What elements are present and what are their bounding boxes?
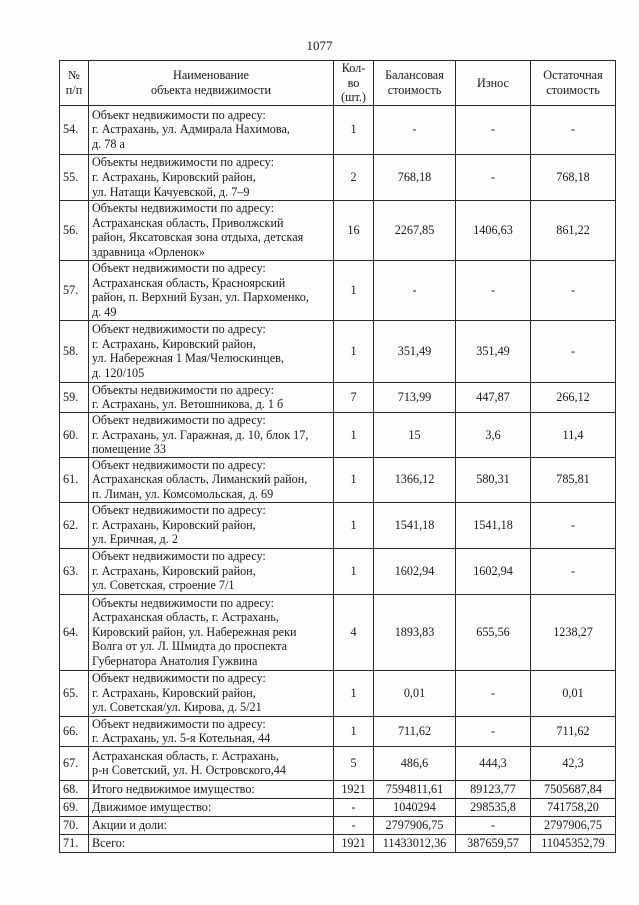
header-wear: Износ	[456, 61, 531, 106]
table-row	[60, 260, 616, 320]
row-residual: 1238,27	[531, 594, 616, 670]
row-balance: 15	[374, 412, 456, 457]
table-row	[60, 780, 616, 798]
row-number: 63.	[60, 548, 89, 594]
row-number: 71.	[60, 834, 89, 852]
row-qty: 1	[334, 716, 374, 746]
table-row	[60, 320, 616, 382]
row-name: Акции и доли:	[89, 816, 334, 834]
table-row	[60, 502, 616, 548]
row-qty: 5	[334, 746, 374, 780]
row-balance: 486,6	[374, 746, 456, 780]
row-number: 57.	[60, 260, 89, 320]
row-number: 70.	[60, 816, 89, 834]
table-row	[60, 200, 616, 260]
row-balance: -	[374, 260, 456, 320]
row-balance: 0,01	[374, 670, 456, 716]
row-qty: 7	[334, 382, 374, 412]
row-number: 67.	[60, 746, 89, 780]
row-balance: 351,49	[374, 320, 456, 382]
row-number: 65.	[60, 670, 89, 716]
row-wear: 447,87	[456, 382, 531, 412]
row-qty: 1	[334, 457, 374, 502]
row-balance: 7594811,61	[374, 780, 456, 798]
row-balance: 713,99	[374, 382, 456, 412]
table-row	[60, 798, 616, 816]
row-name: Объект недвижимости по адресу: г. Астрахань, Кировский район, ул. Советская/ул. Кирова, д. 5/21	[89, 670, 334, 716]
header-qty: Кол- во (шт.)	[334, 61, 374, 106]
row-residual: 2797906,75	[531, 816, 616, 834]
row-number: 64.	[60, 594, 89, 670]
header-name: Наименование объекта недвижимости	[89, 61, 334, 106]
row-wear: -	[456, 154, 531, 200]
row-number: 69.	[60, 798, 89, 816]
table-row	[60, 834, 616, 852]
row-name: Объекты недвижимости по адресу: Астраханская область, г. Астрахань, Кировский район, ул. Набережная реки Волга от ул. Л. Шмидта до проспекта Губернатора Анатолия Гужвина	[89, 594, 334, 670]
table-row	[60, 412, 616, 457]
row-wear: 1406,63	[456, 200, 531, 260]
row-wear: 3,6	[456, 412, 531, 457]
row-qty: 1921	[334, 834, 374, 852]
row-wear: 1541,18	[456, 502, 531, 548]
row-number: 59.	[60, 382, 89, 412]
row-number: 55.	[60, 154, 89, 200]
row-residual: -	[531, 105, 616, 154]
row-wear: 89123,77	[456, 780, 531, 798]
row-residual: 11045352,79	[531, 834, 616, 852]
table-row	[60, 548, 616, 594]
row-number: 68.	[60, 780, 89, 798]
table-row	[60, 594, 616, 670]
row-number: 61.	[60, 457, 89, 502]
row-number: 58.	[60, 320, 89, 382]
row-qty: 1	[334, 502, 374, 548]
row-wear: 351,49	[456, 320, 531, 382]
row-number: 56.	[60, 200, 89, 260]
row-residual: 741758,20	[531, 798, 616, 816]
row-name: Объект недвижимости по адресу: г. Астрахань, ул. 5-я Котельная, 44	[89, 716, 334, 746]
row-name: Движимое имущество:	[89, 798, 334, 816]
row-wear: -	[456, 105, 531, 154]
row-name: Объект недвижимости по адресу: г. Астрахань, ул. Гаражная, д. 10, блок 17, помещение 33	[89, 412, 334, 457]
row-residual: 768,18	[531, 154, 616, 200]
row-name: Объект недвижимости по адресу: г. Астрахань, Кировский район, ул. Набережная 1 Мая/Челюскинцев, д. 120/105	[89, 320, 334, 382]
table-row	[60, 105, 616, 154]
row-qty: -	[334, 798, 374, 816]
row-number: 60.	[60, 412, 89, 457]
row-balance: 11433012,36	[374, 834, 456, 852]
row-residual: -	[531, 548, 616, 594]
row-residual: -	[531, 260, 616, 320]
row-balance: 1893,83	[374, 594, 456, 670]
row-residual: 785,81	[531, 457, 616, 502]
row-wear: 387659,57	[456, 834, 531, 852]
row-residual: 11,4	[531, 412, 616, 457]
row-number: 54.	[60, 105, 89, 154]
row-wear: 1602,94	[456, 548, 531, 594]
row-qty: 1921	[334, 780, 374, 798]
row-balance: 1366,12	[374, 457, 456, 502]
row-number: 66.	[60, 716, 89, 746]
row-qty: 1	[334, 670, 374, 716]
row-balance: 2797906,75	[374, 816, 456, 834]
table-row	[60, 382, 616, 412]
row-wear: -	[456, 670, 531, 716]
row-qty: 1	[334, 412, 374, 457]
row-wear: -	[456, 260, 531, 320]
row-qty: -	[334, 816, 374, 834]
row-residual: 42,3	[531, 746, 616, 780]
header-residual: Остаточная стоимость	[531, 61, 616, 106]
row-balance: 2267,85	[374, 200, 456, 260]
row-balance: 1602,94	[374, 548, 456, 594]
table-row	[60, 816, 616, 834]
row-name: Объект недвижимости по адресу: г. Астрахань, Кировский район, ул. Советская, строение 7/1	[89, 548, 334, 594]
row-name: Астраханская область, г. Астрахань, р-н Советский, ул. Н. Островского,44	[89, 746, 334, 780]
row-residual: 7505687,84	[531, 780, 616, 798]
row-balance: 768,18	[374, 154, 456, 200]
row-number: 62.	[60, 502, 89, 548]
row-qty: 1	[334, 260, 374, 320]
row-name: Объект недвижимости по адресу: г. Астрахань, Кировский район, ул. Еричная, д. 2	[89, 502, 334, 548]
row-wear: 655,56	[456, 594, 531, 670]
row-balance: 1541,18	[374, 502, 456, 548]
table-row	[60, 670, 616, 716]
table-row	[60, 154, 616, 200]
row-wear: -	[456, 716, 531, 746]
table-row	[60, 457, 616, 502]
row-qty: 1	[334, 320, 374, 382]
page-number: 1077	[306, 38, 333, 53]
header-num: № п/п	[60, 61, 89, 106]
row-name: Объект недвижимости по адресу: г. Астрахань, ул. Адмирала Нахимова, д. 78 а	[89, 105, 334, 154]
row-name: Объект недвижимости по адресу: Астраханская область, Лиманский район, п. Лиман, ул. Комсомольская, д. 69	[89, 457, 334, 502]
row-wear: 580,31	[456, 457, 531, 502]
row-name: Объект недвижимости по адресу: Астраханская область, Красноярский район, п. Верхний Бузан, ул. Пархоменко, д. 49	[89, 260, 334, 320]
row-name: Всего:	[89, 834, 334, 852]
row-residual: 0,01	[531, 670, 616, 716]
table-row	[60, 746, 616, 780]
row-qty: 2	[334, 154, 374, 200]
row-qty: 1	[334, 548, 374, 594]
row-wear: 298535,8	[456, 798, 531, 816]
row-residual: 861,22	[531, 200, 616, 260]
row-name: Итого недвижимое имущество:	[89, 780, 334, 798]
row-name: Объекты недвижимости по адресу: Астраханская область, Приволжский район, Яксатовская зона отдыха, детская здравница «Орленок»	[89, 200, 334, 260]
row-name: Объекты недвижимости по адресу: г. Астрахань, ул. Ветошникова, д. 1 б	[89, 382, 334, 412]
row-residual: -	[531, 502, 616, 548]
header-balance: Балансовая стоимость	[374, 61, 456, 106]
assets-table	[59, 60, 616, 853]
row-balance: -	[374, 105, 456, 154]
row-balance: 711,62	[374, 716, 456, 746]
table-row	[60, 716, 616, 746]
row-balance: 1040294	[374, 798, 456, 816]
row-name: Объекты недвижимости по адресу: г. Астрахань, Кировский район, ул. Натащи Качуевской, д. 7–9	[89, 154, 334, 200]
row-residual: 266,12	[531, 382, 616, 412]
table-header-row	[60, 61, 616, 106]
row-qty: 4	[334, 594, 374, 670]
table-body	[60, 105, 616, 852]
row-residual: -	[531, 320, 616, 382]
row-wear: 444,3	[456, 746, 531, 780]
row-qty: 1	[334, 105, 374, 154]
row-residual: 711,62	[531, 716, 616, 746]
row-qty: 16	[334, 200, 374, 260]
row-wear: -	[456, 816, 531, 834]
